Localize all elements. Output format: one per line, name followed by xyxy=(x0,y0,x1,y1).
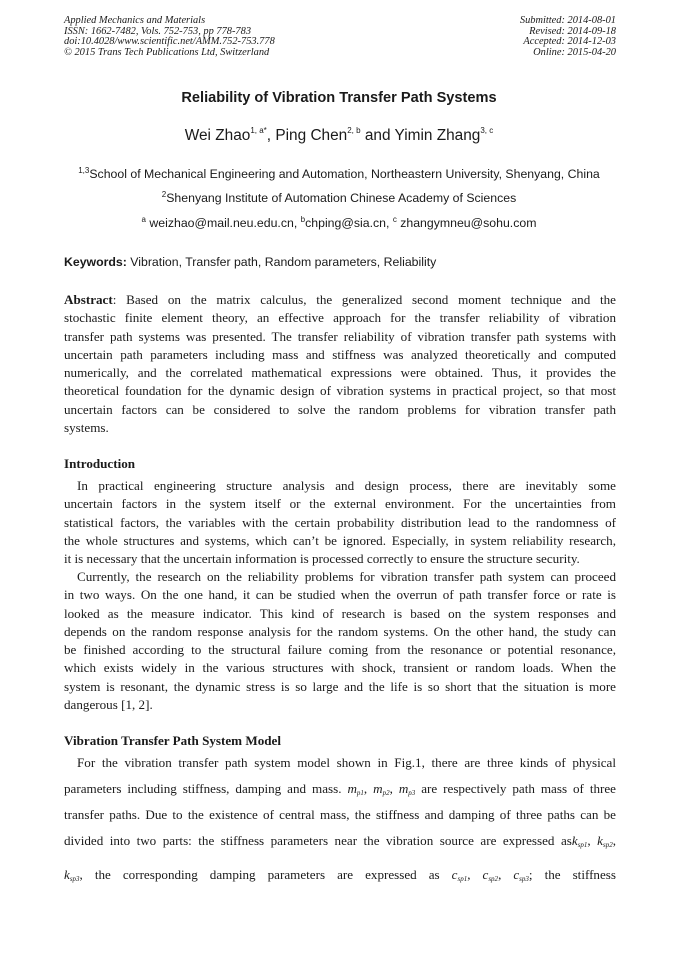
submission-dates xyxy=(520,16,616,58)
body-line: Currently, the research on the reliability problems for vibration transfer path system can proceed xyxy=(77,569,616,584)
email-sup: b xyxy=(300,215,306,224)
introduction-p2 xyxy=(64,568,616,714)
body-line: transfer paths. Due to the existence of central mass, the stiffness and damping of three paths can be xyxy=(64,807,616,822)
affiliation-sup: 1,3 xyxy=(78,166,90,175)
body-line: uncertain factors in the system itself or the external environment. For the uncertainties from xyxy=(64,496,616,512)
issn-line: ISSN: 1662-7482, Vols. 752-753, pp 778-783 xyxy=(64,25,252,37)
body-line: in two ways. On the one hand, it can be studied when the overrun of path transfer force or rate is xyxy=(64,587,616,603)
abstract-line: systems. xyxy=(64,419,109,435)
abstract-line: uncertain factors can be considered to solve the random problems for vibration transfer path xyxy=(64,401,616,417)
abstract-line: numerically, and the correlated mathematical expressions were obtained. Thus, it provides the xyxy=(64,365,616,380)
body-line: In practical engineering structure analysis and design process, there are inevitably some xyxy=(77,478,616,493)
abstract-line: uncertain path parameters including mass and stiffness was analyzed theoretically and computed xyxy=(64,346,616,362)
affiliation-text: Shenyang Institute of Automation Chinese Academy of Sciences xyxy=(166,191,517,205)
affiliation-2 xyxy=(0,191,678,205)
body-line: be finished according to the structural failure coming from the resonance or potential resonance, xyxy=(64,642,616,657)
email-sup: a xyxy=(141,215,146,224)
online-date: Online: 2015-04-20 xyxy=(533,46,616,58)
affiliation-text: School of Mechanical Engineering and Automation, Northeastern University, Shenyang, China xyxy=(89,167,600,181)
revised-date: Revised: 2014-09-18 xyxy=(529,25,616,37)
journal-info xyxy=(64,16,275,58)
author-name: Yimin Zhang xyxy=(394,127,481,144)
paper-title: Reliability of Vibration Transfer Path Systems xyxy=(181,90,497,106)
author-name: Wei Zhao xyxy=(184,127,251,144)
accepted-date: Accepted: 2014-12-03 xyxy=(523,36,616,48)
abstract-label: Abstract xyxy=(64,292,113,307)
abstract-line: theoretical foundation for the dynamic design of vibration systems in practical project, so that most xyxy=(64,383,616,399)
keywords-text: Vibration, Transfer path, Random parameters, Reliability xyxy=(126,255,437,269)
journal-name: Applied Mechanics and Materials xyxy=(64,15,206,26)
body-line: divided into two parts: the stiffness parameters near the vibration source are expressed ask$_{sp1}$, $k_{sp2}$, xyxy=(64,833,616,849)
body-line: depends on the random response analysis for the random systems. On the other hand, the study can xyxy=(64,623,616,639)
affiliation-sup: 2 xyxy=(161,190,167,199)
body-line: the whole structures and systems, which can’t be ignored. Especially, in system reliability research, xyxy=(64,532,616,548)
author-separator: and xyxy=(360,127,395,144)
author-sup: 3, c xyxy=(480,126,494,135)
affiliation-1 xyxy=(0,167,678,181)
author-separator: , xyxy=(266,127,276,144)
author-sup: 1, a* xyxy=(250,126,267,135)
email-link[interactable]: chping@sia.cn, xyxy=(305,216,390,230)
body-line: For the vibration transfer path system model shown in Fig.1, there are three kinds of physical xyxy=(77,755,616,770)
author-sup: 2, b xyxy=(347,126,361,135)
email-link[interactable]: weizhao@mail.neu.edu.cn, xyxy=(149,216,298,230)
keywords-label: Keywords: xyxy=(64,255,127,269)
email-sup: c xyxy=(392,215,397,224)
abstract xyxy=(64,291,616,437)
copyright-line: © 2015 Trans Tech Publications Ltd, Switzerland xyxy=(64,46,270,58)
abstract-line: transfer path systems was presented. The transfer reliability of vibration transfer path systems with xyxy=(64,328,616,344)
body-line: which exists widely in the various structures with shock, transient or random loads. When the xyxy=(64,660,616,676)
body-line: statistical factors, the variables with the certain probability distribution lead to the randomness of xyxy=(64,514,616,530)
body-line: it is necessary that the uncertain information is processed correctly to ensure the structure security. xyxy=(64,551,580,566)
body-line: looked as the measure indicator. This kind of research is based on the system responses and xyxy=(64,605,616,621)
body-line: parameters including stiffness, damping and mass. $m_{p1}$, $m_{p2}$, $m_{p3}$ are respectively path mass of three xyxy=(64,781,616,797)
email-link[interactable]: zhangymneu@sohu.com xyxy=(400,216,537,230)
model-paragraph xyxy=(64,754,616,892)
submitted-date: Submitted: 2014-08-01 xyxy=(519,15,616,26)
body-line: $k_{sp3}$, the corresponding damping parameters are expressed as $c_{sp1}$, $c_{sp2}$, $c_{sp3}$; the stiffness xyxy=(64,867,616,883)
author-name: Ping Chen xyxy=(275,127,348,144)
model-heading: Vibration Transfer Path System Model xyxy=(64,733,282,748)
author-list xyxy=(0,127,678,145)
introduction-heading: Introduction xyxy=(64,456,136,471)
body-line: system is resonant, the dynamic stress is so large and the life is so short that the situation is more xyxy=(64,678,616,694)
body-line: dangerous [1, 2]. xyxy=(64,696,153,712)
doi-line: doi:10.4028/www.scientific.net/AMM.752-753.778 xyxy=(64,36,275,48)
introduction-p1 xyxy=(64,477,616,568)
email-line xyxy=(0,216,678,230)
abstract-line: Abstract: Based on the matrix calculus, the generalized second moment technique and the xyxy=(64,292,616,307)
keywords xyxy=(64,255,616,269)
abstract-line: stochastic finite element theory, an effective approach for the transfer reliability of vibration xyxy=(64,310,616,326)
